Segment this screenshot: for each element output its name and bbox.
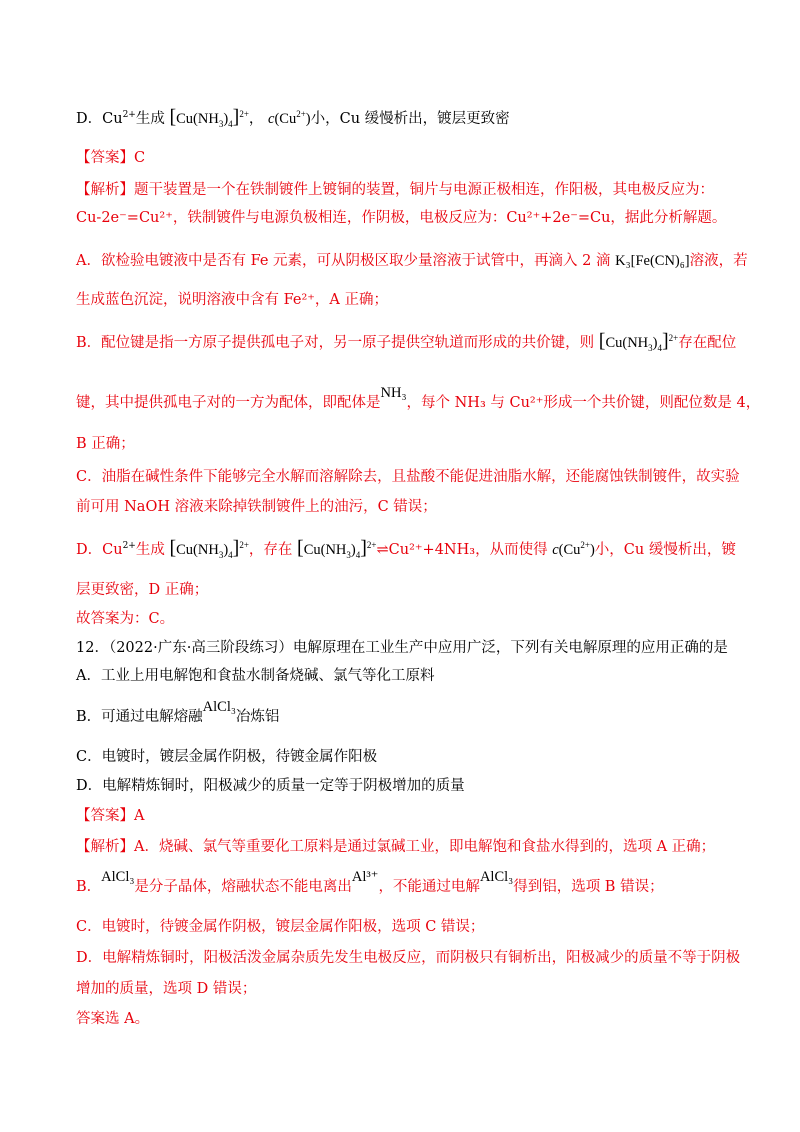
q12-option-a: A．工业上用电解饱和食盐水制备烧碱、氯气等化工原料 — [76, 668, 435, 684]
alcl3-formula: AlCl₃ — [479, 869, 514, 885]
explanation-11-a-line1: A．欲检验电镀液中是否有 Fe 元素，可从阴极区取少量溶液于试管中，再滴入 2 滴 K₃[Fe(CN)₆]溶液，若 — [76, 253, 748, 269]
explanation-12-b: B．AlCl₃是分子晶体，熔融状态不能电离出Al³⁺，不能通过电解AlCl₃得到铝，选项 B 错误； — [76, 869, 664, 895]
complex-formula: $[Cu(NH_3)_4]^{2+}$ — [297, 537, 377, 560]
explanation-11-final: 故答案为：C。 — [76, 611, 175, 627]
explanation-11-c-line2: 前可用 NaOH 溶液来除掉铁制镀件上的油污，C 错误； — [76, 499, 437, 515]
concentration-formula: $c(Cu^{2+})$ — [552, 540, 595, 558]
explanation-11-c-line1: C．油脂在碱性条件下能够完全水解而溶解除去，且盐酸不能促进油脂水解，还能腐蚀铁制镀件，故实验 — [76, 469, 740, 485]
explanation-11-b-line1: B．配位键是指一方原子提供孤电子对，另一原子提供空轨道而形成的共价键，则 $[Cu(NH_3)_4]^{2+}$存在配位 — [76, 330, 737, 353]
q12-option-b: B．可通过电解熔融AlCl₃冶炼铝 — [76, 699, 280, 725]
explanation-12-final: 答案选 A。 — [76, 1011, 150, 1027]
q12-option-d: D．电解精炼铜时，阳极减少的质量一定等于阴极增加的质量 — [76, 778, 465, 794]
explanation-11-line1: 【解析】题干装置是一个在铁制镀件上镀铜的装置，铜片与电源正极相连，作阳极，其电极反应为： — [76, 182, 714, 198]
explanation-12-c: C．电镀时，待镀金属作阴极，镀层金属作阳极，选项 C 错误； — [76, 919, 485, 935]
q11-option-d: D．$Cu^{2+}$生成 $[Cu(NH_3)_4]^{2+}$， $c(Cu^{2+})$小，Cu 缓慢析出，镀层更致密 — [76, 106, 510, 129]
answer-11: 【答案】C — [76, 150, 146, 166]
explanation-11-a-line2: 生成蓝色沉淀，说明溶液中含有 Fe²⁺，A 正确； — [76, 292, 389, 308]
explanation-12-d-line1: D．电解精炼铜时，阳极活泼金属杂质先发生电极反应，而阴极只有铜析出，阳极减少的质量不等于阴极 — [76, 950, 741, 966]
q12-option-c: C．电镀时，镀层金属作阴极，待镀金属作阳极 — [76, 749, 378, 765]
question-12-stem: 12．（2022·广东·高三阶段练习）电解原理在工业生产中应用广泛，下列有关电解原理的应用正确的是 — [76, 640, 728, 656]
explanation-11-d-line1: D．$Cu^{2+}$生成 $[Cu(NH_3)_4]^{2+}$，存在 $[Cu(NH_3)_4]^{2+}\rightleftharpoons Cu^{2+}+4NH_3$，从而使得 $c(Cu^{2+})$小，Cu 缓慢析出，镀 — [76, 537, 736, 560]
alcl3-formula: AlCl₃ — [101, 869, 135, 885]
explanation-11-line2: Cu-2e⁻=Cu²⁺，铁制镀件与电源负极相连，作阴极，电极反应为：Cu²⁺+2e⁻=Cu，据此分析解题。 — [76, 210, 727, 226]
alcl3-formula: AlCl₃ — [202, 699, 236, 715]
complex-formula: $[Cu(NH_3)_4]^{2+}$ — [169, 537, 249, 560]
explanation-11-b-line3: B 正确； — [76, 436, 135, 452]
complex-formula: $[Cu(NH_3)_4]^{2+}$ — [169, 106, 249, 129]
answer-12: 【答案】A — [76, 808, 145, 824]
complex-formula: $[Cu(NH_3)_4]^{2+}$ — [598, 330, 679, 353]
explanation-12-d-line2: 增加的质量，选项 D 错误； — [76, 981, 257, 997]
superscript: 2+ — [122, 110, 136, 121]
ammonia-formula: NH₃ — [380, 385, 407, 401]
ferricyanide-formula: K₃[Fe(CN)₆] — [615, 253, 690, 269]
concentration-formula: $c(Cu^{2+})$ — [268, 109, 311, 127]
explanation-12-a: 【解析】A．烧碱、氯气等重要化工原料是通过氯碱工业，即电解饱和食盐水得到的，选项 A 正确； — [76, 839, 716, 855]
explanation-11-d-line2: 层更致密，D 正确； — [76, 582, 209, 598]
explanation-11-b-line2: 键，其中提供孤电子对的一方为配体，即配体是NH₃，每个 NH₃ 与 Cu²⁺形成一个共价键，则配位数是 4， — [76, 385, 761, 411]
aluminum-ion-formula: Al³⁺ — [351, 869, 379, 885]
